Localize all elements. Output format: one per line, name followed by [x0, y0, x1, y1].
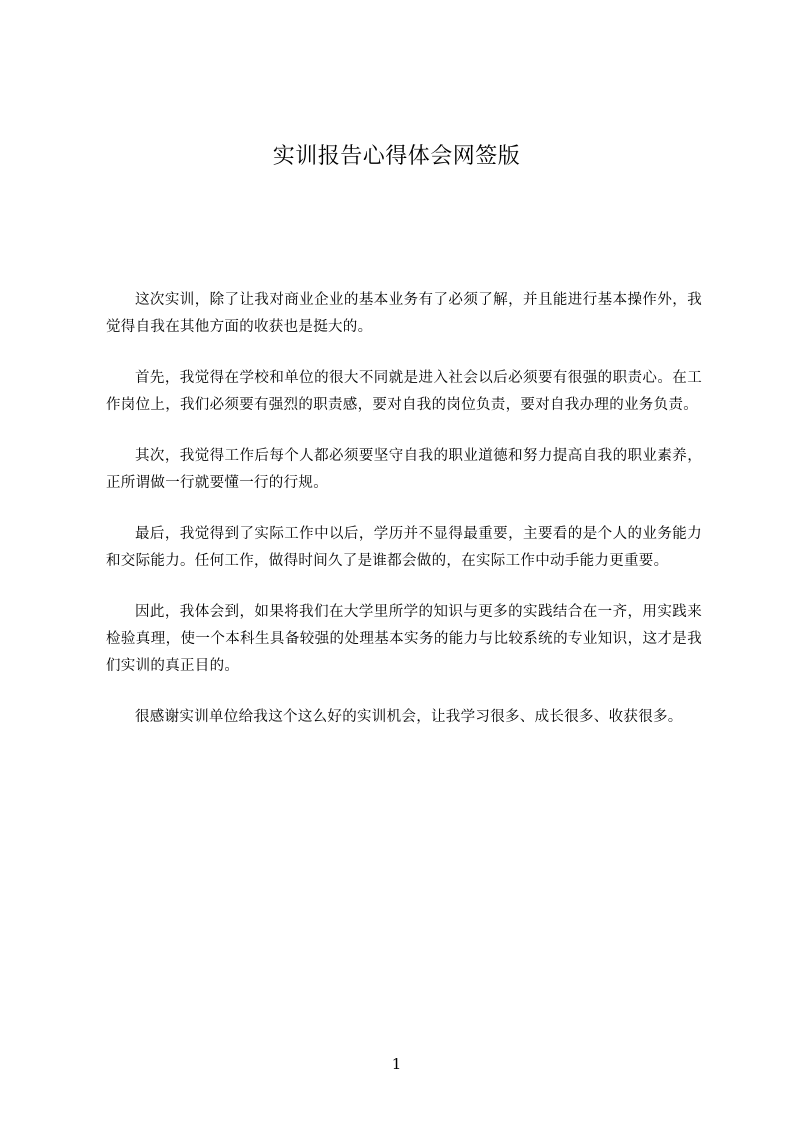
page-number: 1: [391, 1055, 402, 1073]
paragraph-thanks: 很感谢实训单位给我这个这么好的实训机会，让我学习很多、成长很多、收获很多。: [135, 709, 683, 725]
paragraph-second: 其次，我觉得工作后每个人都必须要坚守自我的职业道德和努力提高自我的职业素养，正所谓做一行就要懂一行的行规。: [106, 448, 702, 491]
paragraph-conclusion: 因此，我体会到，如果将我们在大学里所学的知识与更多的实践结合在一齐，用实践来检验真理，使一个本科生具备较强的处理基本实务的能力与比较系统的专业知识，这才是我们实训的真正目的。: [106, 604, 702, 674]
paragraph-first: 首先，我觉得在学校和单位的很大不同就是进入社会以后必须要有很强的职责心。在工作岗位上，我们必须要有强烈的职责感，要对自我的岗位负责，要对自我办理的业务负责。: [106, 370, 702, 413]
paragraph-intro: 这次实训，除了让我对商业企业的基本业务有了必须了解，并且能进行基本操作外，我觉得自我在其他方面的收获也是挺大的。: [106, 292, 702, 335]
document-title: 实训报告心得体会网签版: [272, 144, 521, 169]
document-body: [106, 287, 702, 755]
paragraph-third: 最后，我觉得到了实际工作中以后，学历并不显得最重要，主要看的是个人的业务能力和交际能力。任何工作，做得时间久了是谁都会做的，在实际工作中动手能力更重要。: [106, 526, 702, 569]
